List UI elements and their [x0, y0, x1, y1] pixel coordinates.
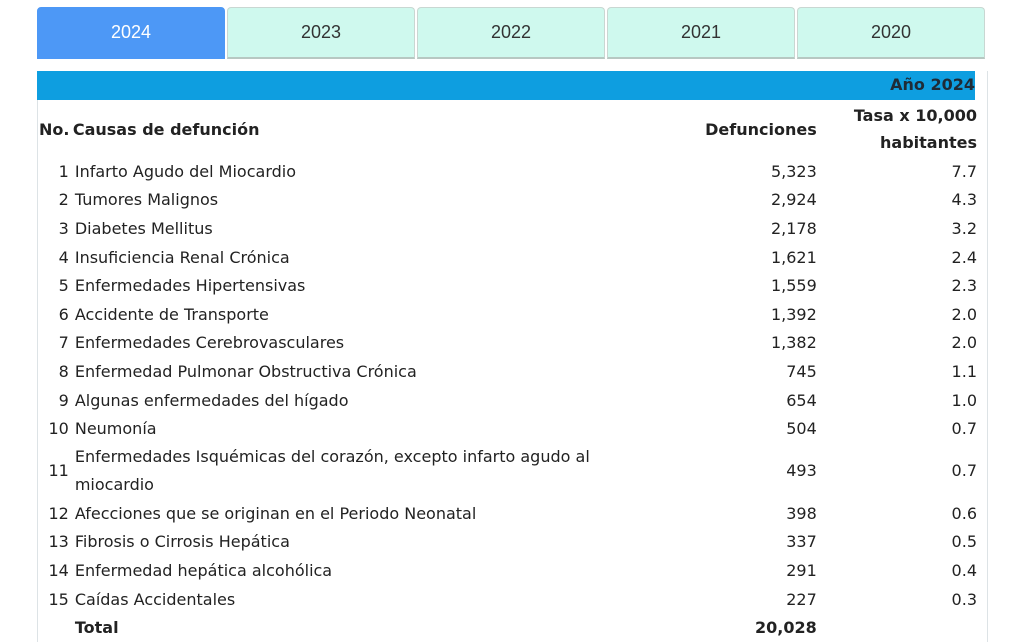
- row-deaths: 337: [786, 532, 817, 552]
- row-cause-text: Enfermedades Isquémicas del corazón, excepto infarto agudo al miocardio: [74, 446, 590, 494]
- table-row: [39, 414, 977, 443]
- row-rate: 0.4: [951, 560, 977, 580]
- row-deaths: 1,382: [770, 333, 817, 353]
- table-row: [39, 357, 977, 386]
- table-row: [39, 585, 977, 614]
- row-deaths: 745: [786, 361, 817, 381]
- row-no: 11: [48, 461, 69, 481]
- row-no: 8: [58, 361, 69, 381]
- row-rate: 0.6: [951, 503, 977, 523]
- table-row: [39, 556, 977, 585]
- row-no: 15: [48, 589, 69, 609]
- row-cause: Neumonía: [74, 419, 157, 439]
- row-no: 4: [58, 247, 69, 267]
- row-deaths: 1,621: [770, 247, 817, 267]
- row-cause: Fibrosis o Cirrosis Hepática: [74, 532, 290, 552]
- tab-2023[interactable]: 2023: [227, 7, 415, 59]
- row-deaths: 291: [786, 560, 817, 580]
- total-rate: [817, 613, 977, 642]
- tab-2021[interactable]: 2021: [607, 7, 795, 59]
- row-rate: 0.7: [951, 461, 977, 481]
- row-cause: Enfermedad Pulmonar Obstructiva Crónica: [74, 361, 417, 381]
- total-deaths: 20,028: [755, 618, 817, 638]
- table-row: [39, 186, 977, 215]
- row-deaths: 5,323: [770, 161, 817, 181]
- header-cause: Causas de defunción: [72, 119, 260, 139]
- table-header-bar: [37, 71, 975, 100]
- row-no: 3: [58, 218, 69, 238]
- row-rate: 1.1: [951, 361, 977, 381]
- row-no: 10: [48, 419, 69, 439]
- row-deaths: 227: [786, 589, 817, 609]
- header-rate: [817, 101, 977, 157]
- header-no: No.: [39, 119, 70, 139]
- row-rate: 0.7: [951, 419, 977, 439]
- row-no: 12: [48, 503, 69, 523]
- row-cause: [73, 443, 635, 499]
- row-deaths: 398: [786, 503, 817, 523]
- row-rate: 7.7: [951, 161, 977, 181]
- row-deaths: 2,178: [770, 218, 817, 238]
- total-no: [39, 613, 73, 642]
- causes-of-death-table: [39, 101, 977, 642]
- row-cause: Enfermedades Cerebrovasculares: [74, 333, 345, 353]
- row-rate: 2.3: [951, 276, 977, 296]
- row-deaths: 654: [786, 390, 817, 410]
- table-header-row: [39, 101, 977, 157]
- row-no: 5: [58, 276, 69, 296]
- table-row: [39, 271, 977, 300]
- row-deaths: 1,559: [770, 276, 817, 296]
- row-cause: Infarto Agudo del Miocardio: [74, 161, 296, 181]
- row-no: 6: [58, 304, 69, 324]
- header-rate-line2: habitantes: [880, 133, 977, 152]
- row-rate: 0.5: [951, 532, 977, 552]
- row-deaths: 1,392: [770, 304, 817, 324]
- row-deaths: 2,924: [770, 190, 817, 210]
- row-no: 2: [58, 190, 69, 210]
- row-cause: Diabetes Mellitus: [74, 218, 213, 238]
- row-cause: Enfermedad hepática alcohólica: [74, 560, 333, 580]
- year-label: Año 2024: [890, 75, 975, 94]
- row-no: 13: [48, 532, 69, 552]
- row-rate: 2.0: [951, 333, 977, 353]
- row-cause: Accidente de Transporte: [74, 304, 269, 324]
- tab-2024[interactable]: 2024: [37, 7, 225, 59]
- row-deaths: 504: [786, 419, 817, 439]
- total-label: Total: [74, 618, 119, 638]
- row-rate: 1.0: [951, 390, 977, 410]
- table-row: [39, 300, 977, 329]
- row-no: 9: [58, 390, 69, 410]
- row-cause: Caídas Accidentales: [74, 589, 236, 609]
- row-no: 7: [58, 333, 69, 353]
- tab-2022[interactable]: 2022: [417, 7, 605, 59]
- table-row: [39, 443, 977, 499]
- table-row: [39, 243, 977, 272]
- header-rate-line1: Tasa x 10,000: [853, 106, 977, 125]
- table-row: [39, 499, 977, 528]
- row-cause: Algunas enfermedades del hígado: [74, 390, 349, 410]
- table-row: [39, 329, 977, 358]
- row-cause: Tumores Malignos: [74, 190, 219, 210]
- row-no: 1: [58, 161, 69, 181]
- row-cause: Insuficiencia Renal Crónica: [74, 247, 290, 267]
- table-row: [39, 386, 977, 415]
- row-rate: 4.3: [951, 190, 977, 210]
- table-row: [39, 528, 977, 557]
- tab-2020[interactable]: 2020: [797, 7, 985, 59]
- row-no: 14: [48, 560, 69, 580]
- year-tabs: [37, 7, 985, 59]
- row-deaths: 493: [786, 461, 817, 481]
- row-cause: Enfermedades Hipertensivas: [74, 276, 306, 296]
- row-rate: 3.2: [951, 218, 977, 238]
- row-rate: 0.3: [951, 589, 977, 609]
- header-deaths: Defunciones: [705, 119, 817, 139]
- table-row: [39, 214, 977, 243]
- total-row: [39, 613, 977, 642]
- row-rate: 2.0: [951, 304, 977, 324]
- row-cause: Afecciones que se originan en el Periodo Neonatal: [74, 503, 477, 523]
- row-rate: 2.4: [951, 247, 977, 267]
- table-row: [39, 157, 977, 186]
